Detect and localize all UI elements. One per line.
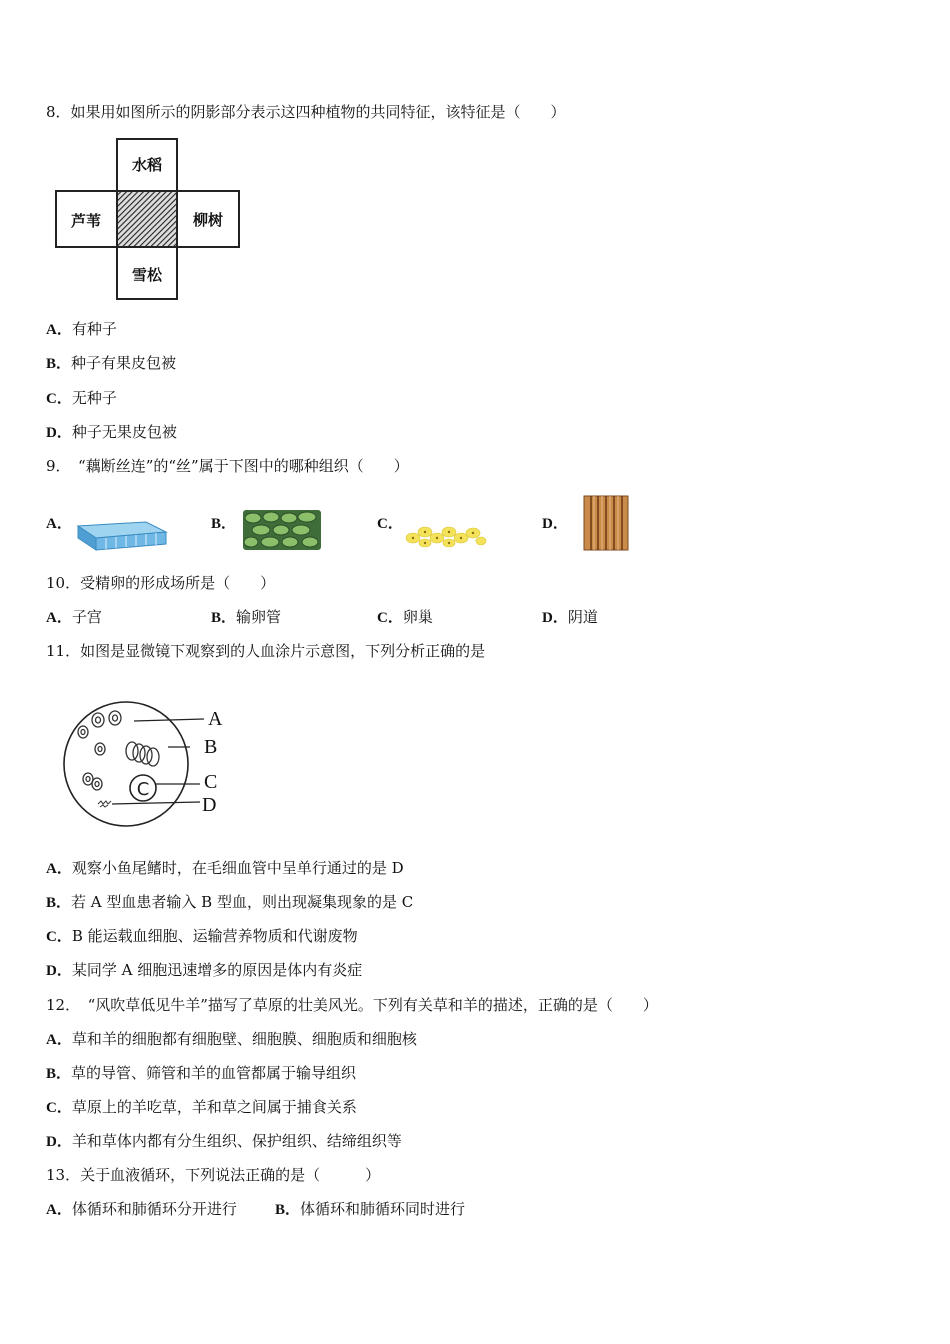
q11-label-b: B <box>204 736 218 758</box>
q9-image-c-cells[interactable] <box>405 522 487 550</box>
q9-option-a-label[interactable]: A． <box>46 516 72 532</box>
q11-option-a[interactable]: A．观察小鱼尾鳍时，在毛细血管中呈单行通过的是 D <box>46 859 404 877</box>
q8-option-d[interactable]: D．种子无果皮包被 <box>46 423 177 441</box>
q12-option-c[interactable]: C．草原上的羊吃草，羊和草之间属于捕食关系 <box>46 1098 357 1116</box>
q9-image-d-vascular[interactable] <box>582 494 630 552</box>
q13-option-b[interactable]: B．体循环和肺循环同时进行 <box>275 1200 466 1218</box>
q11-wbc-letter: C <box>136 779 150 800</box>
q11-label-d: D <box>202 794 217 816</box>
q11-option-d[interactable]: D．某同学 A 细胞迅速增多的原因是体内有炎症 <box>46 961 363 979</box>
q11-stem: 11．如图是显微镜下观察到的人血涂片示意图，下列分析正确的是 <box>46 642 486 660</box>
q11-option-b[interactable]: B．若 A 型血患者输入 B 型血，则出现凝集现象的是 C <box>46 893 414 911</box>
q8-label-top: 水稻 <box>131 156 163 174</box>
q8-label-left: 芦苇 <box>70 212 102 230</box>
q8-shaded-center <box>117 191 177 247</box>
q10-stem: 10．受精卵的形成场所是（ ） <box>46 574 276 592</box>
q11-blood-smear-diagram <box>60 694 230 834</box>
q8-cross-diagram <box>55 138 241 300</box>
q8-label-right: 柳树 <box>192 211 224 229</box>
q9-option-c-label[interactable]: C． <box>377 516 403 532</box>
q9-image-b-parenchyma[interactable] <box>243 510 321 550</box>
q12-stem: 12． “风吹草低见牛羊”描写了草原的壮美风光。下列有关草和羊的描述，正确的是（ ） <box>46 996 658 1014</box>
q8-stem: 8．如果用如图所示的阴影部分表示这四种植物的共同特征，该特征是（ ） <box>46 103 566 121</box>
q8-option-b[interactable]: B．种子有果皮包被 <box>46 354 177 372</box>
q12-option-b[interactable]: B．草的导管、筛管和羊的血管都属于输导组织 <box>46 1064 357 1082</box>
q13-option-a[interactable]: A．体循环和肺循环分开进行 <box>46 1200 237 1218</box>
q9-option-d-label[interactable]: D． <box>542 516 568 532</box>
q10-option-b[interactable]: B．输卵管 <box>211 608 282 626</box>
q12-option-a[interactable]: A．草和羊的细胞都有细胞壁、细胞膜、细胞质和细胞核 <box>46 1030 417 1048</box>
q11-label-c: C <box>204 771 218 793</box>
q12-option-d[interactable]: D．羊和草体内都有分生组织、保护组织、结缔组织等 <box>46 1132 402 1150</box>
q9-option-b-label[interactable]: B． <box>211 516 237 532</box>
q13-stem: 13．关于血液循环，下列说法正确的是（ ） <box>46 1166 381 1184</box>
q8-option-a[interactable]: A．有种子 <box>46 320 117 338</box>
q11-option-c[interactable]: C．B 能运载血细胞、运输营养物质和代谢废物 <box>46 927 358 945</box>
q10-option-a[interactable]: A．子宫 <box>46 608 102 626</box>
q10-option-d[interactable]: D．阴道 <box>542 608 598 626</box>
q8-option-c[interactable]: C．无种子 <box>46 389 117 407</box>
q11-label-a: A <box>208 708 223 730</box>
q10-option-c[interactable]: C．卵巢 <box>377 608 433 626</box>
q11-platelets <box>98 801 111 807</box>
q9-stem: 9． “藕断丝连”的“丝”属于下图中的哪种组织（ ） <box>46 457 409 475</box>
q9-image-a-epithelial[interactable] <box>76 520 168 552</box>
q8-label-bottom: 雪松 <box>131 266 163 284</box>
